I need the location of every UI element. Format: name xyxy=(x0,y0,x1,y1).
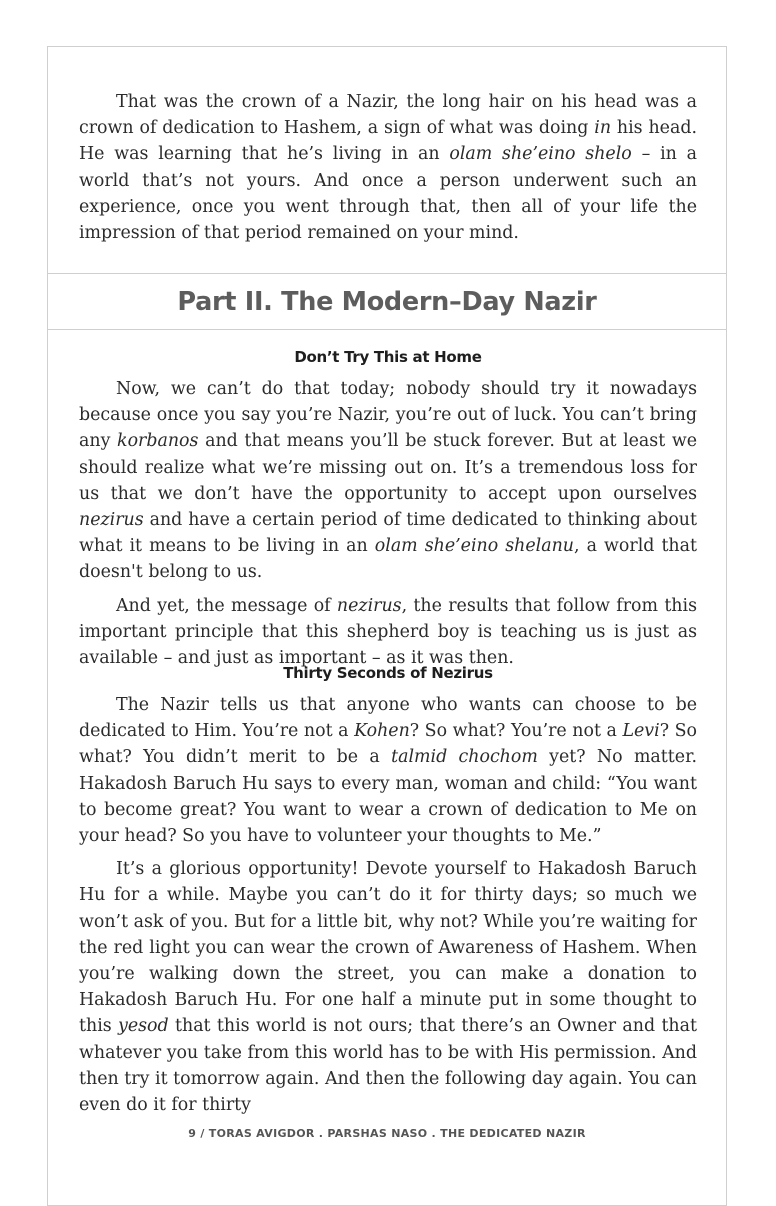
italic-term: nezirus xyxy=(79,510,144,531)
italic-term: olam she’eino shelo xyxy=(449,144,632,165)
paragraph: The Nazir tells us that anyone who wants can choose to be dedicated to Him. You’re not a Kohen? So what? You’re not a Levi? So what? You didn’t merit to be a talmid chochom yet? No matter. Hakadosh Baruch Hu says to every man, woman and child: “You want to become great? You want to wear a crown of dedication to Me on your head? So you have to volunteer your thoughts to Me.” xyxy=(79,695,697,847)
italic-term: Kohen xyxy=(354,721,410,742)
part-heading-band xyxy=(47,273,727,330)
italic-term: nezirus xyxy=(336,595,402,616)
italic-term: yesod xyxy=(118,1016,169,1037)
paragraph: It’s a glorious opportunity! Devote yourself to Hakadosh Baruch Hu for a while. Maybe you can’t do it for thirty days; so much we won’t ask of you. But for a little bit, why not? While you’re waiting for the red light you can wear the crown of Awareness of Hashem. When you’re walking down the street, you can make a donation to Hakadosh Baruch Hu. For one half a minute put in some thought to this yesod that this world is not ours; that there’s an Owner and that whatever you take from this world has to be with His permission. And then try it tomorrow again. And then the following day again. You can even do it for thirty xyxy=(79,859,697,1116)
paragraph: That was the crown of a Nazir, the long hair on his head was a crown of dedication to Hashem, a sign of what was doing in his head. He was learning that he’s living in an olam she’eino shelo – in a world that’s not yours. And once a person underwent such an experience, once you went through that, then all of your life the impression of that period remained on your mind. xyxy=(79,92,697,244)
section-heading-dont-try: Don’t Try This at Home xyxy=(294,348,482,366)
paragraph: And yet, the message of nezirus, the results that follow from this important principle that this shepherd boy is teaching us is just as available – and just as important – as it was then. xyxy=(79,595,697,669)
italic-term: talmid chochom xyxy=(391,747,538,768)
italic-term: korbanos xyxy=(117,431,199,452)
section-text-thirty-seconds xyxy=(79,692,697,1118)
italic-term: Levi xyxy=(622,721,660,742)
section-heading-thirty-seconds: Thirty Seconds of Nezirus xyxy=(283,664,493,682)
intro-text xyxy=(79,89,697,246)
part-title: Part II. The Modern–Day Nazir xyxy=(177,286,597,317)
page-footer: 9 / TORAS AVIGDOR . PARSHAS NASO . THE DEDICATED NAZIR xyxy=(188,1127,586,1140)
italic-term: in xyxy=(594,118,612,139)
paragraph: Now, we can’t do that today; nobody should try it nowadays because once you say you’re Nazir, you’re out of luck. You can’t bring any korbanos and that means you’ll be stuck forever. But at least we should realize what we’re missing out on. It’s a tremendous loss for us that we don’t have the opportunity to accept upon ourselves nezirus and have a certain period of time dedicated to thinking about what it means to be living in an olam she’eino shelanu, a world that doesn't belong to us. xyxy=(79,379,697,583)
italic-term: olam she’eino shelanu xyxy=(374,536,575,557)
section-text-dont-try xyxy=(79,376,697,671)
